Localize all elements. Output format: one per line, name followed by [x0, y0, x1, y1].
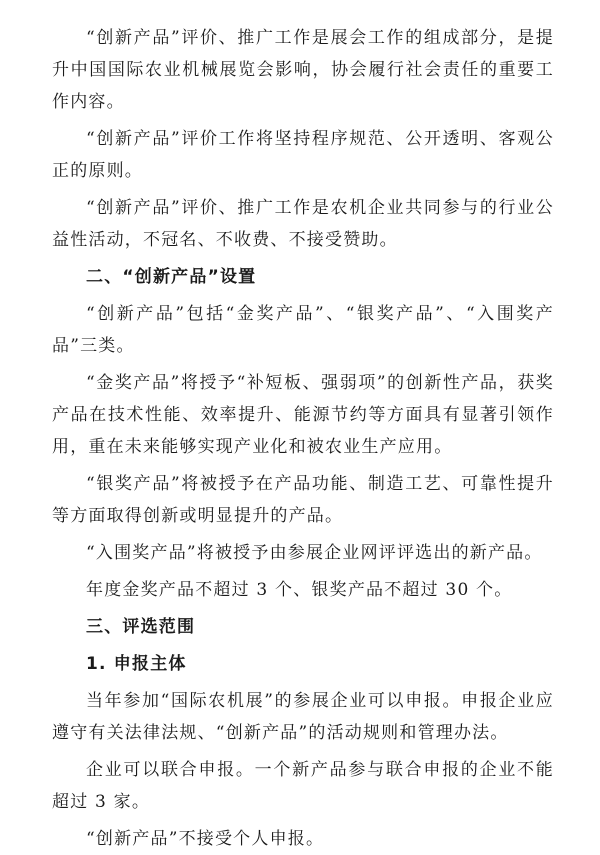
- subsection-heading: 1. 申报主体: [86, 654, 187, 674]
- paragraph: “创新产品”评价、推广工作是展会工作的组成部分，是提升中国国际农业机械展览会影响，协会履行社会责任的重要工作内容。: [52, 28, 554, 112]
- paragraph: “创新产品”评价、推广工作是农机企业共同参与的行业公益性活动，不冠名、不收费、不接受赞助。: [52, 198, 554, 250]
- paragraph: 当年参加“国际农机展”的参展企业可以申报。申报企业应遵守有关法律法规、“创新产品”的活动规则和管理办法。: [52, 691, 554, 743]
- paragraph: “银奖产品”将被授予在产品功能、制造工艺、可靠性提升等方面取得创新或明显提升的产品。: [52, 474, 554, 526]
- paragraph: “金奖产品”将授予“补短板、强弱项”的创新性产品，获奖产品在技术性能、效率提升、能源节约等方面具有显著引领作用，重在未来能够实现产业化和被农业生产应用。: [52, 373, 554, 457]
- paragraph: “创新产品”评价工作将坚持程序规范、公开透明、客观公正的原则。: [52, 129, 554, 181]
- paragraph: 年度金奖产品不超过 3 个、银奖产品不超过 30 个。: [86, 580, 513, 600]
- paragraph: 企业可以联合申报。一个新产品参与联合申报的企业不能超过 3 家。: [52, 760, 554, 812]
- paragraph: “创新产品”包括“金奖产品”、“银奖产品”、“入围奖产品”三类。: [52, 304, 554, 356]
- section-heading: 二、“创新产品”设置: [86, 267, 257, 287]
- paragraph: “入围奖产品”将被授予由参展企业网评评选出的新产品。: [86, 543, 543, 563]
- paragraph: “创新产品”不接受个人申报。: [86, 829, 325, 849]
- section-heading: 三、评选范围: [86, 617, 196, 637]
